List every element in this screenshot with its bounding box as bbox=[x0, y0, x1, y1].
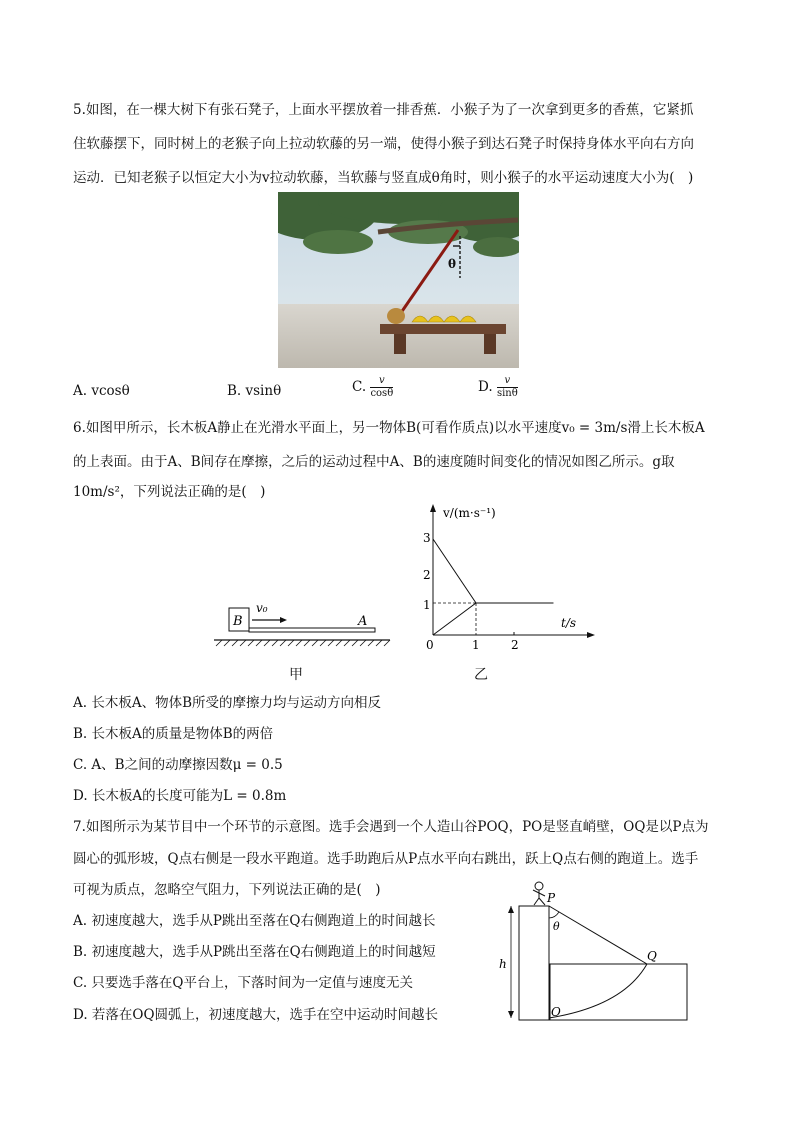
ground-hatch bbox=[216, 640, 390, 646]
vt-ytick-3: 3 bbox=[423, 531, 431, 545]
q7-text-line3: 可视为质点，忽略空气阻力，下列说法正确的是( ) bbox=[73, 882, 381, 898]
label-A: A bbox=[358, 614, 368, 629]
q5-text-line1: 5.如图，在一棵大树下有张石凳子，上面水平摆放着一排香蕉．小猴子为了一次拿到更多的香蕉，它紧抓 bbox=[73, 102, 694, 118]
vt-ytick-1: 1 bbox=[423, 598, 431, 612]
q6-figure-jia bbox=[212, 600, 392, 650]
q6-text-line2: 的上表面。由于A、B间存在摩擦，之后的运动过程中A、B的速度随时间变化的情况如图乙所示。g取 bbox=[73, 454, 675, 470]
stick-figure bbox=[533, 882, 545, 905]
q7-Q-label: Q bbox=[647, 949, 657, 963]
q6-vt-chart bbox=[415, 500, 600, 655]
q5-option-d-denominator: sinθ bbox=[496, 388, 518, 399]
q5-option-d-numerator: v bbox=[504, 375, 511, 386]
label-v0: v₀ bbox=[256, 601, 268, 615]
q5-option-c-fraction bbox=[370, 375, 393, 400]
board-A bbox=[249, 628, 375, 632]
q5-option-d-fraction bbox=[497, 375, 518, 400]
q7-option-c[interactable]: C. 只要选手落在Q平台上，下落时间为一定值与速度无关 bbox=[73, 975, 413, 991]
vt-xtick-2: 2 bbox=[511, 638, 519, 652]
q5-option-c-numerator: v bbox=[379, 375, 385, 386]
q7-text-line1: 7.如图所示为某节目中一个环节的示意图。选手会遇到一个人造山谷POQ，PO是竖直峭壁，OQ是以P点为 bbox=[73, 819, 709, 835]
theta-label: θ bbox=[448, 257, 457, 271]
q7-P-label: P bbox=[547, 891, 556, 905]
stone-bench bbox=[380, 324, 506, 334]
monkey bbox=[387, 308, 405, 324]
q6-option-b[interactable]: B. 长木板A的质量是物体B的两倍 bbox=[73, 726, 274, 742]
runway-platform bbox=[550, 964, 687, 1020]
q5-option-c-prefix: C. bbox=[352, 379, 367, 395]
q5-option-a[interactable]: A. vcosθ bbox=[73, 383, 130, 399]
q7-valley-figure bbox=[495, 878, 695, 1024]
q6-option-d[interactable]: D. 长木板A的长度可能为L = 0.8m bbox=[73, 788, 287, 804]
q5-option-c[interactable] bbox=[352, 375, 393, 400]
vt-series-line-2 bbox=[433, 603, 553, 635]
q6-option-c[interactable]: C. A、B之间的动摩擦因数μ = 0.5 bbox=[73, 757, 283, 773]
vt-series-line-1 bbox=[433, 539, 553, 603]
q5-text-line3: 运动．已知老猴子以恒定大小为v拉动软藤，当软藤与竖直成θ角时，则小猴子的水平运动速度大小为( ) bbox=[73, 170, 694, 186]
q7-option-b[interactable]: B. 初速度越大，选手从P跳出至落在Q右侧跑道上的时间越短 bbox=[73, 944, 436, 960]
q5-option-d[interactable] bbox=[478, 375, 518, 400]
q5-option-c-denominator: cosθ bbox=[370, 388, 394, 399]
vt-xtick-1: 1 bbox=[472, 638, 480, 652]
vt-xlabel: t/s bbox=[561, 616, 577, 630]
q6-text-line3: 10m/s²，下列说法正确的是( ) bbox=[73, 484, 266, 500]
q6-caption-yi: 乙 bbox=[474, 667, 488, 683]
label-B: B bbox=[233, 614, 243, 629]
q5-text-line2: 住软藤摆下，同时树上的老猴子向上拉动软藤的另一端，使得小猴子到达石凳子时保持身体水平向右方向 bbox=[73, 136, 694, 152]
cliff-PO bbox=[519, 906, 549, 1020]
vt-origin: 0 bbox=[426, 638, 434, 652]
q7-text-line2: 圆心的弧形坡，Q点右侧是一段水平跑道。选手助跑后从P点水平向右跳出，跃上Q点右侧的跑道上。选手 bbox=[73, 851, 699, 867]
q6-caption-jia: 甲 bbox=[289, 667, 303, 683]
line-PQ bbox=[549, 906, 647, 964]
vt-ytick-2: 2 bbox=[423, 568, 431, 582]
q7-option-a[interactable]: A. 初速度越大，选手从P跳出至落在Q右侧跑道上的时间越长 bbox=[73, 913, 436, 929]
vt-ylabel: v/(m·s⁻¹) bbox=[443, 506, 496, 520]
q6-text-line1: 6.如图甲所示，长木板A静止在光滑水平面上，另一物体B(可看作质点)以水平速度v₀ = 3m/s滑上长木板A bbox=[73, 420, 705, 436]
q7-option-d[interactable]: D. 若落在OQ圆弧上，初速度越大，选手在空中运动时间越长 bbox=[73, 1007, 439, 1023]
q7-theta-label: θ bbox=[553, 920, 560, 933]
q5-option-d-prefix: D. bbox=[478, 379, 493, 395]
q5-monkey-photo bbox=[278, 192, 519, 368]
q7-h-label: h bbox=[499, 957, 507, 971]
q5-option-b[interactable]: B. vsinθ bbox=[227, 383, 282, 399]
q7-O-label: O bbox=[551, 1005, 561, 1019]
q6-option-a[interactable]: A. 长木板A、物体B所受的摩擦力均与运动方向相反 bbox=[73, 695, 382, 711]
